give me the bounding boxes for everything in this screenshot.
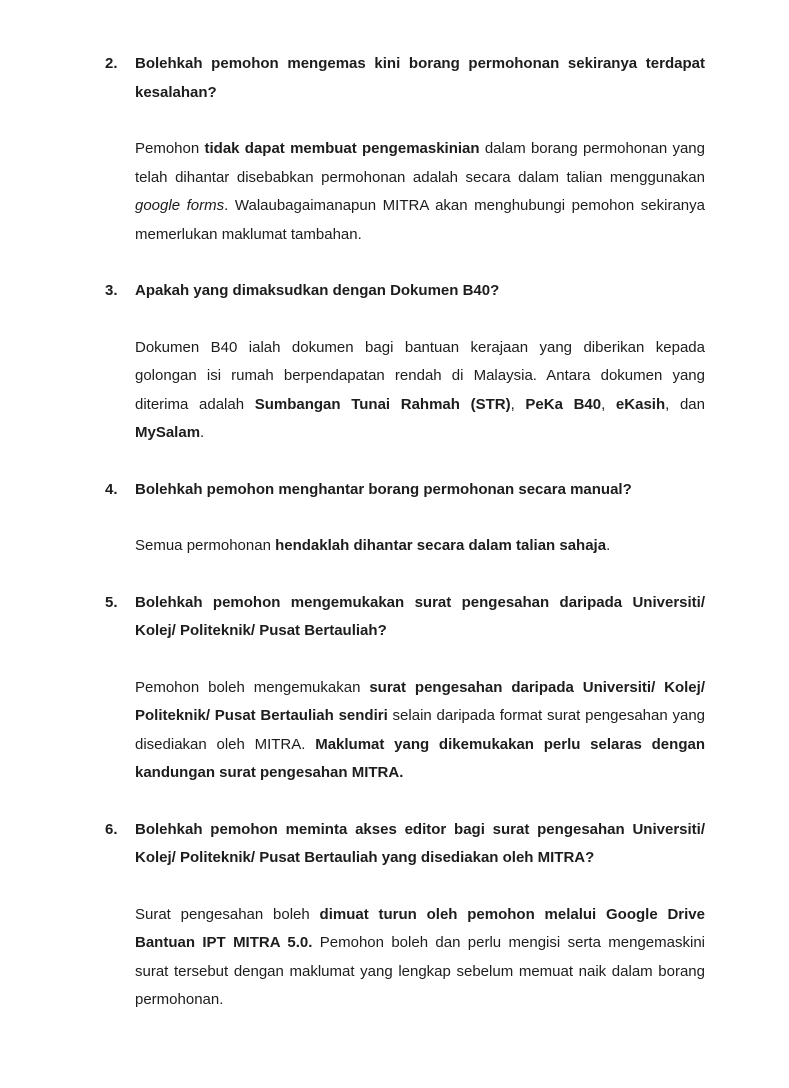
- question-text: Apakah yang dimaksudkan dengan Dokumen B40?: [135, 282, 500, 299]
- faq-item-6: [105, 816, 705, 1043]
- question-text: Bolehkah pemohon menghantar borang permohonan secara manual?: [135, 480, 632, 498]
- faq-item-3: [105, 277, 705, 476]
- question-text: Bolehkah pemohon mengemas kini borang permohonan sekiranya terdapat kesalahan?: [135, 55, 705, 101]
- question-number: 4.: [105, 480, 118, 498]
- question-text: Bolehkah pemohon meminta akses editor bagi surat pengesahan Universiti/ Kolej/ Politeknik/ Pusat Bertauliah yang disediakan oleh MITRA?: [135, 820, 705, 866]
- faq-item-content: [135, 589, 705, 816]
- question-number: 5.: [105, 593, 118, 611]
- answer-text: Semua permohonan hendaklah dihantar secara dalam talian sahaja.: [135, 537, 611, 554]
- faq-item-content: [135, 50, 705, 277]
- answer-text: Pemohon tidak dapat membuat pengemaskinian dalam borang permohonan yang telah dihantar disebabkan permohonan adalah secara dalam talian menggunakan google forms. Walaubagaimanapun MITRA akan menghubungi pemohon sekiranya memerlukan maklumat tambahan.: [135, 140, 705, 243]
- faq-item-5: [105, 589, 705, 816]
- question-text: Bolehkah pemohon mengemukakan surat pengesahan daripada Universiti/ Kolej/ Politeknik/ Pusat Bertauliah?: [135, 593, 705, 639]
- question-number: 3.: [105, 282, 118, 299]
- question-number: 2.: [105, 55, 118, 72]
- question-number: 6.: [105, 820, 118, 838]
- answer-text: Pemohon boleh mengemukakan surat pengesahan daripada Universiti/ Kolej/ Politeknik/ Pusat Bertauliah sendiri selain daripada format surat pengesahan yang disediakan oleh MITRA. Maklumat yang dikemukakan perlu selaras dengan kandungan surat pengesahan MITRA.: [135, 678, 706, 781]
- faq-item-4: [105, 476, 705, 589]
- faq-item-content: [135, 816, 705, 1043]
- faq-item-content: [135, 476, 705, 589]
- faq-item-content: [135, 277, 705, 476]
- answer-text: Dokumen B40 ialah dokumen bagi bantuan kerajaan yang diberikan kepada golongan isi rumah berpendapatan rendah di Malaysia. Antara dokumen yang diterima adalah Sumbangan Tunai Rahmah (STR), PeKa B40, eKasih, dan MySalam.: [135, 338, 705, 441]
- faq-item-2: [105, 50, 705, 277]
- answer-text: Surat pengesahan boleh dimuat turun oleh pemohon melalui Google Drive Bantuan IPT MITRA 5.0. Pemohon boleh dan perlu mengisi serta mengemaskini surat tersebut dengan maklumat yang lengkap sebelum memuat naik dalam borang permohonan.: [135, 905, 705, 1008]
